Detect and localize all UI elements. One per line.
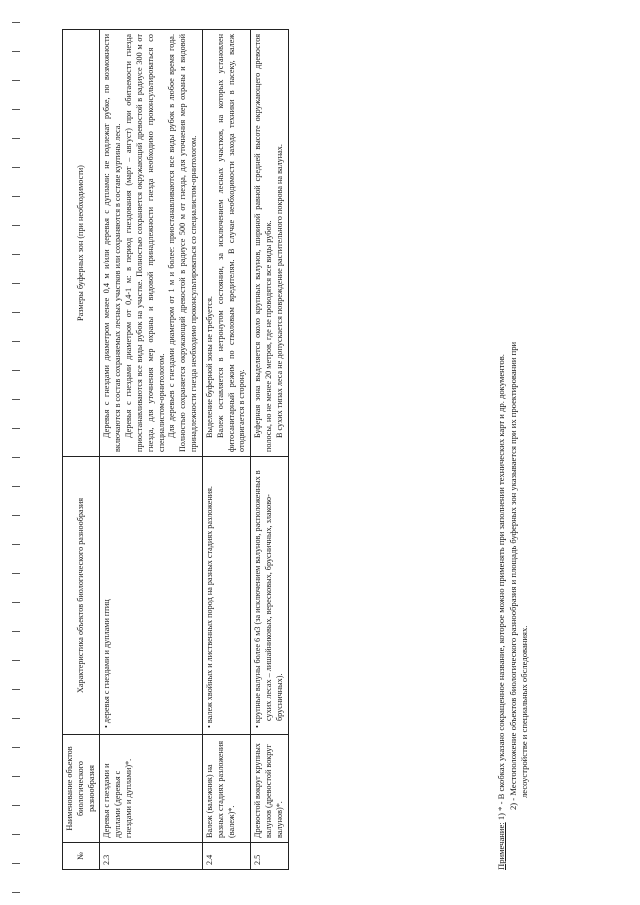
row-number: 2.3 <box>100 843 202 870</box>
edge-tick <box>12 109 20 110</box>
characteristic-item <box>205 461 216 730</box>
edge-tick <box>12 660 20 661</box>
header-name: Наименование объектов биологического разнообразия <box>63 735 100 843</box>
object-name: Деревья с гнездами и дуплами (деревья с гнездами и дуплами)*. <box>100 735 202 843</box>
edge-tick <box>12 573 20 574</box>
edge-tick <box>12 428 20 429</box>
edge-tick <box>12 515 20 516</box>
edge-tick <box>12 370 20 371</box>
bullet-icon: • <box>102 723 112 728</box>
characteristic-text: крупные валуны более 6 м3 (за исключением валунов, расположенных в сухих лесах – лишайниковых, вересковых, брусничных, злаково-брусничных). <box>253 470 284 724</box>
note-line-2: 2) - Местоположение объектов биологического разнообразия и площадь буферных зон указывается при их проектировании при <box>507 341 518 810</box>
edge-tick <box>12 196 20 197</box>
header-num: № <box>63 843 100 870</box>
edge-tick <box>12 718 20 719</box>
buffer-zone-paragraph: Выделение буферной зоны не требуется. <box>204 296 214 438</box>
edge-tick <box>12 486 20 487</box>
buffer-zone-paragraph: Деревья с гнездами диаметром менее 0,4 м и/или деревья с дуплами: не подлежат рубке, по возможности включаются в состав сохраняемых лесных участков или сохраняются в составе куртины леса. <box>102 34 123 452</box>
edge-tick <box>12 80 20 81</box>
edge-tick <box>12 254 20 255</box>
header-characteristics: Характеристика объектов биологического разнообразия <box>63 457 100 735</box>
edge-tick <box>12 457 20 458</box>
row-number: 2.5 <box>251 843 288 870</box>
characteristic-item <box>253 461 285 730</box>
edge-tick <box>12 138 20 139</box>
note-label: Примечание: <box>496 822 506 870</box>
object-name: Валеж (валежник) на разных стадиях разложения (валеж)*. <box>202 735 250 843</box>
table-row <box>202 30 250 870</box>
edge-tick <box>12 341 20 342</box>
table-row <box>251 30 288 870</box>
bullet-icon: • <box>204 723 214 728</box>
edge-tick <box>12 863 20 864</box>
edge-tick <box>12 225 20 226</box>
table-row <box>100 30 202 870</box>
object-characteristics <box>251 457 288 735</box>
object-characteristics <box>202 457 250 735</box>
edge-tick <box>12 51 20 52</box>
object-name: Древостой вокруг крупных валунов (древостой вокруг валунов)*. <box>251 735 288 843</box>
buffer-zone-description <box>251 30 288 457</box>
buffer-zone-paragraph: Буферная зона выделяется около крупных валунов, шириной равной средней высоте окружающего древостоя полосы, но не менее 20 метров, где не проводятся все виды рубок. <box>253 34 274 452</box>
note-line-1: 1) * - В скобках указано сокращенное название, которое можно применять при заполнении технических карт и др. документов. <box>496 354 506 821</box>
note-line-3: лесоустройстве и специальных обследованиях. <box>519 625 530 798</box>
table-header-row <box>63 30 100 870</box>
bullet-icon: • <box>253 723 263 728</box>
edge-tick <box>12 22 20 23</box>
header-buffer-zones: Размеры буферных зон (при необходимости) <box>63 30 100 457</box>
characteristic-text: валеж хвойных и лиственных пород на разных стадиях разложения. <box>204 486 214 724</box>
edge-tick <box>12 602 20 603</box>
edge-tick <box>12 805 20 806</box>
edge-tick <box>12 283 20 284</box>
characteristic-text: деревья с гнездами и дуплами птиц <box>102 599 112 724</box>
row-number: 2.4 <box>202 843 250 870</box>
edge-tick <box>12 399 20 400</box>
buffer-zone-paragraph: Валеж оставляется в нетронутом состоянии, за исключением лесных участков, на которых установлен фитосанитарный режим по стволовым вредителям. В случае необходимости захода техники в пасеку, валеж отодвигается в сторону. <box>215 34 247 452</box>
buffer-zone-paragraph: Для деревьев с гнездами диаметром от 1 м и более: приостанавливаются все виды рубок в любое время года. Полностью сохраняется окружающий древостой в радиусе 500 м от гнезда, для уточнения мер охраны и видовой принадлежности гнезда необходимо проконсультироваться со специалистом-орнитологом. <box>167 34 199 452</box>
edge-tick <box>12 776 20 777</box>
edge-tick <box>12 631 20 632</box>
edge-tick <box>12 892 20 893</box>
edge-tick <box>12 544 20 545</box>
buffer-zone-description <box>202 30 250 457</box>
footnote <box>496 30 531 870</box>
edge-tick <box>12 312 20 313</box>
rotated-document-page <box>40 20 600 880</box>
edge-tick <box>12 167 20 168</box>
edge-tick <box>12 689 20 690</box>
binder-edge-marks <box>0 0 24 905</box>
edge-tick <box>12 834 20 835</box>
characteristic-item <box>102 461 113 730</box>
buffer-zone-paragraph: Деревья с гнездами диаметром от 0,4-1 м: в период гнездования (март – август) при обитаемости гнезда приостанавливаются все виды рубок на участке. Полностью сохраняется окружающий древостой в радиусе 300 м от гнезда, для уточнения мер охраны и видовой принадлежности гнезда необходимо проконсультироваться со специалистом-орнитологом. <box>124 34 166 452</box>
buffer-zone-paragraph: В сухих типах леса не допускается повреждение растительного покрова на валунах. <box>274 144 284 438</box>
object-characteristics <box>100 457 202 735</box>
edge-tick <box>12 747 20 748</box>
buffer-zone-description <box>100 30 202 457</box>
biodiversity-objects-table <box>62 29 289 870</box>
